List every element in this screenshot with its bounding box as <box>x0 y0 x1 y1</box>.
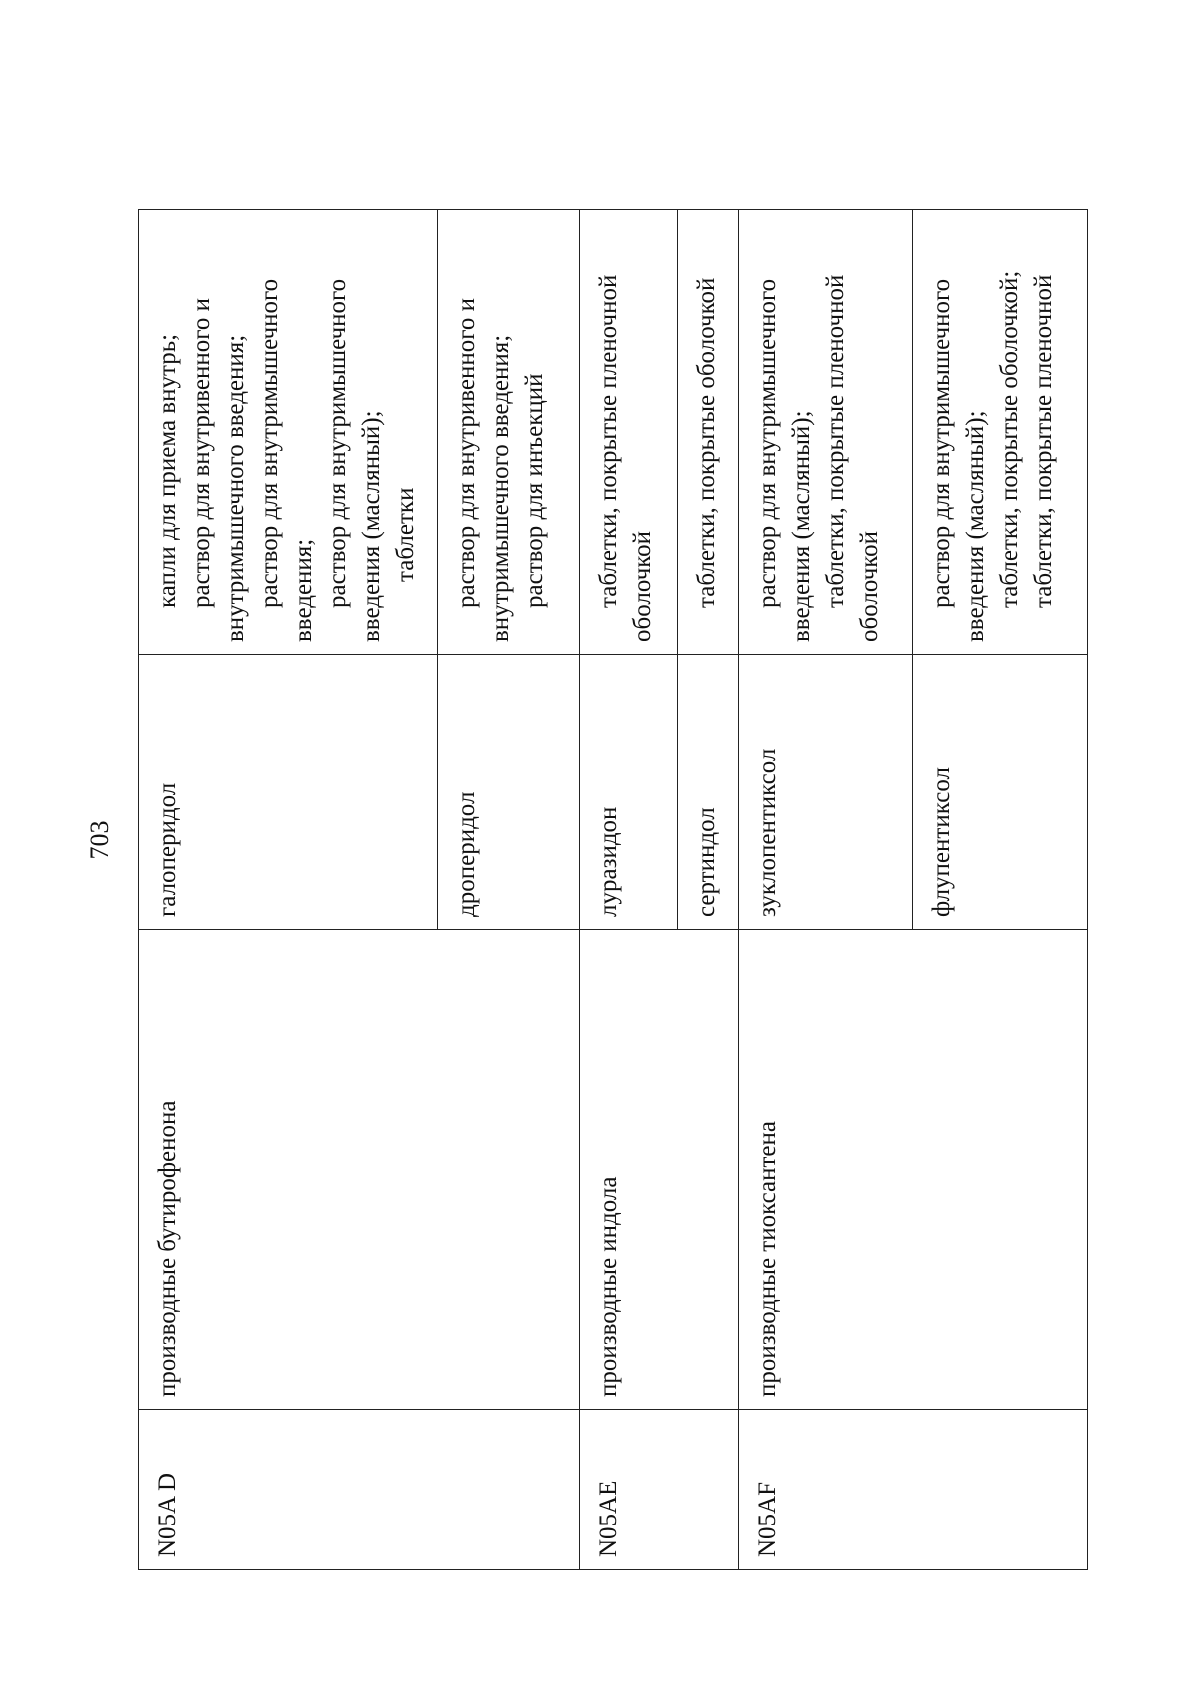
dosage-form-line: внутримышечного введения; <box>222 334 249 642</box>
atc-code-cell <box>580 1410 739 1570</box>
dosage-form-line: введения (масляный); <box>961 410 989 642</box>
dosage-form-line: капли для приема внутрь; <box>154 333 181 608</box>
group-cell <box>739 930 1088 1410</box>
dosage-form-line: оболочкой <box>856 530 884 642</box>
dosage-form-line: введения (масляный); <box>788 410 816 642</box>
table-row <box>580 210 678 1570</box>
drug-cell <box>912 655 1087 930</box>
dosage-form-line: таблетки, покрытые оболочкой; <box>995 270 1023 608</box>
dosage-form-line: раствор для внутривенного и <box>188 297 215 608</box>
drug-name: сертиндол <box>693 807 721 917</box>
table-row <box>739 210 912 1570</box>
drug-cell <box>139 655 438 930</box>
dosage-form-line: раствор для внутримышечного <box>256 278 283 608</box>
dosage-form-line: раствор для внутривенного и <box>452 297 480 608</box>
dosage-form-line: введения; <box>290 538 317 642</box>
atc-code: N05AF <box>754 1481 782 1557</box>
dosage-form-line: таблетки, покрытые пленочной <box>822 274 850 608</box>
forms-cell <box>437 210 580 655</box>
dosage-form-line: внутримышечного введения; <box>486 334 514 642</box>
group-cell <box>139 930 580 1410</box>
dosage-form-line: введения (масляный); <box>358 410 385 642</box>
drug-cell <box>739 655 912 930</box>
atc-code: N05A D <box>154 1472 181 1557</box>
dosage-form-line: таблетки, покрытые пленочной <box>1029 274 1057 608</box>
group-name: производные индола <box>595 1176 623 1397</box>
forms-cell <box>912 210 1087 655</box>
forms-cell <box>580 210 678 655</box>
atc-code-cell <box>139 1410 580 1570</box>
group-cell <box>580 930 739 1410</box>
dosage-form-line: таблетки, покрытые оболочкой <box>693 277 721 608</box>
drug-name: галоперидол <box>154 782 181 917</box>
dosage-form-line: таблетки <box>392 487 419 582</box>
drug-name: зуклопентиксол <box>754 748 782 917</box>
drug-name: луразидон <box>595 806 623 917</box>
dosage-form-line: раствор для внутримышечного <box>927 278 955 608</box>
dosage-form-line: раствор для внутримышечного <box>754 278 782 608</box>
dosage-form-line: оболочкой <box>629 530 657 642</box>
group-name: производные бутирофенона <box>154 1100 181 1397</box>
drug-table <box>138 209 1088 1570</box>
forms-cell <box>739 210 912 655</box>
atc-code-cell <box>739 1410 1088 1570</box>
drug-cell <box>678 655 739 930</box>
forms-cell <box>139 210 438 655</box>
drug-cell <box>580 655 678 930</box>
dosage-form-line: раствор для инъекций <box>520 373 548 608</box>
group-name: производные тиоксантена <box>754 1121 782 1397</box>
dosage-form-line: таблетки, покрытые пленочной <box>595 274 623 608</box>
drug-name: флупентиксол <box>927 767 955 917</box>
table-row <box>139 210 438 1570</box>
page-number: 703 <box>85 820 114 860</box>
drug-cell <box>437 655 580 930</box>
atc-code: N05AE <box>595 1480 623 1557</box>
drug-table-container <box>138 210 1088 1570</box>
dosage-form-line: раствор для внутримышечного <box>324 278 351 608</box>
drug-name: дроперидол <box>452 791 480 917</box>
rotated-table <box>138 210 1088 1570</box>
forms-cell <box>678 210 739 655</box>
